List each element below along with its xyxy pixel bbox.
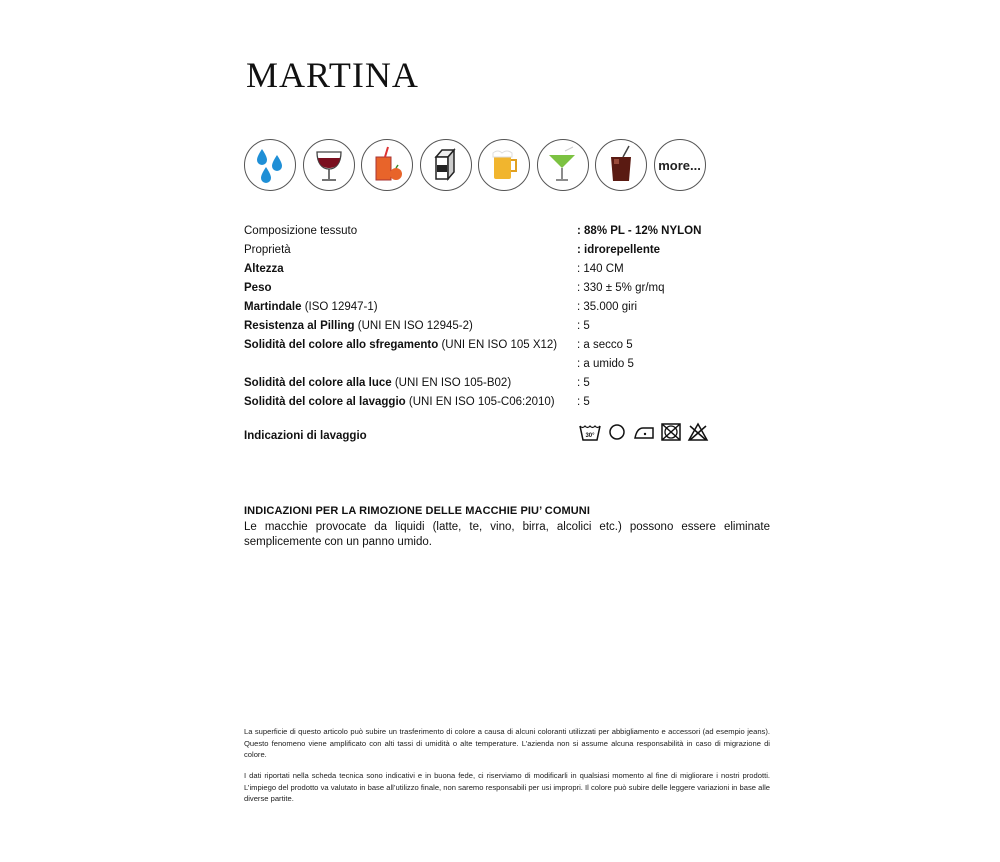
- no-bleach-icon: [686, 421, 710, 443]
- spec-value: : 330 ± 5% gr/mq: [577, 282, 665, 294]
- spec-label-standard: (UNI EN ISO 105 X12): [438, 339, 558, 351]
- washing-label: Indicazioni di lavaggio: [244, 430, 367, 442]
- stain-resistance-icons: [244, 139, 706, 191]
- spec-label: Solidità del colore al lavaggio: [244, 396, 406, 408]
- spec-value: : 140 CM: [577, 263, 624, 275]
- spec-label-standard: (ISO 12947-1): [301, 301, 378, 313]
- milk-carton-icon: [420, 139, 472, 191]
- spec-value: : 88% PL - 12% NYLON: [577, 225, 702, 237]
- soda-glass-icon: [595, 139, 647, 191]
- spec-label: Peso: [244, 282, 272, 294]
- wine-glass-icon: [303, 139, 355, 191]
- care-symbols: [578, 421, 710, 443]
- spec-label: Solidità del colore allo sfregamento: [244, 339, 439, 351]
- spec-label-standard: (UNI EN ISO 12945-2): [354, 320, 473, 332]
- spec-label-standard: (UNI EN ISO 105-B02): [391, 377, 512, 389]
- cocktail-icon: [537, 139, 589, 191]
- spec-label: Resistenza al Pilling: [244, 320, 355, 332]
- stain-section-title: INDICAZIONI PER LA RIMOZIONE DELLE MACCHIE PIU’ COMUNI: [244, 505, 590, 517]
- tumble-dry-icon: [605, 421, 629, 443]
- spec-label: Solidità del colore alla luce: [244, 377, 392, 389]
- more-icon: [654, 139, 706, 191]
- spec-value: : idrorepellente: [577, 244, 661, 256]
- wash-temp: 30°: [585, 433, 595, 439]
- spec-value: : a secco 5: [577, 339, 633, 351]
- stain-section-body: Le macchie provocate da liquidi (latte, te, vino, birra, alcolici etc.) possono essere eliminate semplicemente con un panno umido.: [244, 521, 770, 548]
- spec-value: : 5: [577, 396, 590, 408]
- water-drops-icon: [244, 139, 296, 191]
- spec-value: : a umido 5: [577, 358, 634, 370]
- disclaimer-color-transfer: La superficie di questo articolo può subire un trasferimento di colore a causa di alcuni coloranti utilizzati per abbigliamento e accessori (ad esempio jeans). Questo fenomeno viene amplificato con alti tassi di umidità o alte temperature. L’azienda non si assume alcuna responsabilità in caso di migrazione di colore.: [244, 727, 770, 759]
- spec-value: : 35.000 giri: [577, 301, 638, 313]
- spec-label: Martindale: [244, 301, 302, 313]
- more-label: more...: [658, 157, 701, 173]
- spec-label: Altezza: [244, 263, 284, 275]
- spec-label: Proprietà: [244, 244, 291, 256]
- spec-value: : 5: [577, 320, 590, 332]
- spec-label: Composizione tessuto: [244, 225, 358, 237]
- wash-30-icon: [578, 421, 602, 443]
- spec-value: : 5: [577, 377, 590, 389]
- beer-mug-icon: [478, 139, 530, 191]
- iron-low-icon: [632, 421, 656, 443]
- no-dry-clean-icon: [659, 421, 683, 443]
- spec-label-standard: (UNI EN ISO 105-C06:2010): [405, 396, 555, 408]
- juice-icon: [361, 139, 413, 191]
- disclaimer-technical-data: I dati riportati nella scheda tecnica sono indicativi e in buona fede, ci riserviamo di modificarli in qualsiasi momento al fine di migliorare i nostri prodotti. L’impiego del prodotto va valutato in base all’utilizzo finale, non saremo responsabili per usi impropri. Il colore può subire delle leggere variazioni in base alle diverse partite.: [244, 771, 770, 803]
- product-title: MARTINA: [246, 55, 419, 95]
